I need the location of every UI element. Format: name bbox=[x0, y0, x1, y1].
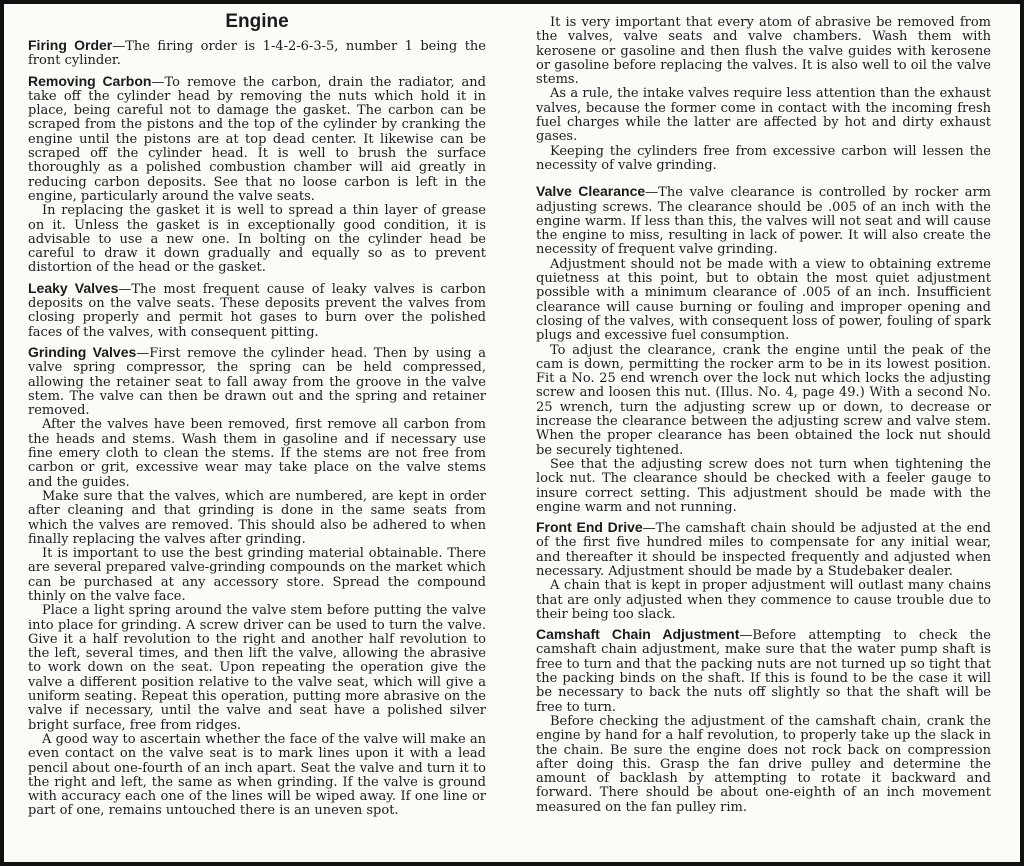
section-camshaft-chain bbox=[536, 627, 991, 815]
valve-clearance-p4: See that the adjusting screw does not turn when tightening the lock nut. The clearance should be checked with a feeler gauge to insure correct setting. This adjustment should be made with the engine warm and not running. bbox=[536, 456, 991, 515]
section-grinding-valves bbox=[28, 345, 486, 819]
continued-p1: It is very important that every atom of abrasive be removed from the valves, valve seats and valve chambers. Wash them with kerosene or gasoline and then flush the valve guides with kerosene or gasoline before replacing the valves. It is also well to oil the valve stems. bbox=[536, 15, 991, 88]
heading-removing-carbon: Removing Carbon bbox=[28, 72, 152, 89]
valve-clearance-p3: To adjust the clearance, crank the engine until the peak of the cam is down, permitting the rocker arm to be in its lowest position. Fit a No. 25 end wrench over the lock nut which locks the adjusting screw and loosen this nut. (Illus. No. 4, page 49.) With a second No. 25 wrench, turn the adjusting screw up or down, to decrease or increase the clearance between the adjusting screw and valve stem. When the proper clearance has been obtained the lock nut should be securely tightened. bbox=[536, 342, 991, 458]
valve-clearance-p2: Adjustment should not be made with a view to obtaining extreme quietness at this point, but to obtain the most quiet adjustment possible with a minimum clearance of .005 of an inch. Insufficient clearance will cause burning or fouling and improper opening and closing of the valves, with consequent loss of power, fouling of spark plugs and excessive fuel consumption. bbox=[536, 256, 991, 344]
leaky-valves-text: —The most frequent cause of leaky valves is carbon deposits on the valve seats. These deposits prevent the valves from closing properly and permit hot gases to burn over the polished faces of the valves, with consequent pitting. bbox=[28, 281, 487, 340]
section-valve-cleaning-continued bbox=[536, 16, 991, 173]
heading-leaky-valves: Leaky Valves bbox=[28, 279, 119, 296]
heading-grinding-valves: Grinding Valves bbox=[28, 343, 137, 360]
grinding-valves-p4: It is important to use the best grinding material obtainable. There are several prepared valve-grinding compounds on the market which can be purchased at any accessory store. Spread the compound thinly on the valve face. bbox=[28, 546, 486, 604]
camshaft-chain-p2: Before checking the adjustment of the camshaft chain, crank the engine by hand for a half revolution, to properly take up the slack in the chain. Be sure the engine does not rock back on compression after doing this. Grasp the fan drive pulley and determine the amount of backlash by attempting to rotate it backward and forward. There should be about one-eighth of an inch movement measured on the fan pulley rim. bbox=[536, 713, 991, 815]
heading-front-end-drive: Front End Drive bbox=[536, 519, 643, 536]
removing-carbon-p2: In replacing the gasket it is well to spread a thin layer of grease on it. Unless the gasket is in exceptionally good condition, it is advisable to use a new one. In bolting on the cylinder head be careful to draw it down gradually and equally so as to prevent distortion of the head or the gasket. bbox=[28, 203, 486, 276]
removing-carbon-text: —To remove the carbon, drain the radiator, and take off the cylinder head by removing the nuts which hold it in place, being careful not to damage the gasket. The carbon can be scraped from the pistons and the top of the cylinder by cranking the engine until the pistons are at top dead center. It likewise can be scraped off the cylinder head. It is well to brush the surface thoroughly as a polished combustion chamber will aid greatly in reducing carbon deposits. See that no loose carbon is left in the engine, particularly around the valve seats. bbox=[28, 74, 486, 204]
heading-camshaft-chain: Camshaft Chain Adjustment bbox=[536, 626, 740, 643]
left-column bbox=[28, 12, 486, 824]
camshaft-chain-text: —Before attempting to check the camshaft chain adjustment, make sure that the water pump shaft is free to turn and that the packing nuts are not turned up so tight that the packing binds on the shaft. If this is found to be the case it will be necessary to back the nuts off slightly so that the shaft will be free to turn. bbox=[536, 628, 991, 715]
grinding-valves-p3: Make sure that the valves, which are numbered, are kept in order after cleaning and that grinding is done in the same seats from which the valves are removed. This should also be adhered to when finally replacing the valves after grinding. bbox=[28, 488, 486, 547]
front-end-drive-p2: A chain that is kept in proper adjustment will outlast many chains that are only adjusted when they commence to cause trouble due to their being too slack. bbox=[536, 578, 991, 622]
manual-page bbox=[4, 4, 1020, 862]
section-removing-carbon bbox=[28, 74, 486, 276]
continued-p2: As a rule, the intake valves require less attention than the exhaust valves, because the former come in contact with the incoming fresh fuel charges while the latter are affected by hot and dirty exhaust gases. bbox=[536, 86, 991, 145]
heading-firing-order: Firing Order bbox=[28, 37, 113, 53]
page-title: Engine bbox=[225, 11, 289, 32]
valve-clearance-text: —The valve clearance is controlled by rocker arm adjusting screws. The clearance should be .005 of an inch with the engine warm. If less than this, the valves will not seat and will cause the engine to miss, resulting in lack of power. It will also create the necessity of frequent valve grinding. bbox=[536, 185, 991, 258]
section-valve-clearance bbox=[536, 184, 991, 515]
front-end-drive-text: —The camshaft chain should be adjusted at the end of the first five hundred miles to compensate for any initial wear, and thereafter it should be inspected frequently and adjusted when necessary. Adjustment should be made by a Studebaker dealer. bbox=[536, 521, 991, 579]
grinding-valves-p6: A good way to ascertain whether the face of the valve will make an even contact on the valve seat is to mark lines upon it with a lead pencil about one-fourth of an inch apart. Seat the valve and turn it to the right and left, the same as when grinding. If the valve is ground with accuracy each one of the lines will be wiped away. If one line or part of one, remains untouched there is an uneven spot. bbox=[28, 731, 486, 819]
section-firing-order bbox=[28, 38, 486, 69]
firing-order-text: —The firing order is 1-4-2-6-3-5, number 1 being the front cylinder. bbox=[28, 39, 486, 69]
grinding-valves-p2: After the valves have been removed, first remove all carbon from the heads and stems. Wash them in gasoline and if necessary use fine emery cloth to clean the stems. If the stems are not free from carbon or grit, excessive wear may take place on the valve stems and the guides. bbox=[28, 417, 486, 490]
section-front-end-drive bbox=[536, 520, 991, 622]
grinding-valves-text: —First remove the cylinder head. Then by using a valve spring compressor, the spring can be held compressed, allowing the retainer seat to fall away from the groove in the valve stem. The valve can then be drawn out and the spring and retainer removed. bbox=[28, 345, 486, 419]
continued-p3: Keeping the cylinders free from excessive carbon will lessen the necessity of valve grinding. bbox=[536, 143, 991, 173]
grinding-valves-p5: Place a light spring around the valve stem before putting the valve into place for grinding. A screw driver can be used to turn the valve. Give it a half revolution to the right and another half revolution to the left, several times, and then lift the valve, allowing the abrasive to work down on the seat. Upon repeating the operation give the valve a different position relative to the valve seat, which will give a uniform seating. Repeat this operation, putting more abrasive on the valve if necessary, until the valve and seat have a polished silver bright surface, free from ridges. bbox=[28, 603, 486, 733]
right-column bbox=[536, 16, 991, 820]
section-leaky-valves bbox=[28, 281, 486, 340]
heading-valve-clearance: Valve Clearance bbox=[536, 183, 646, 200]
